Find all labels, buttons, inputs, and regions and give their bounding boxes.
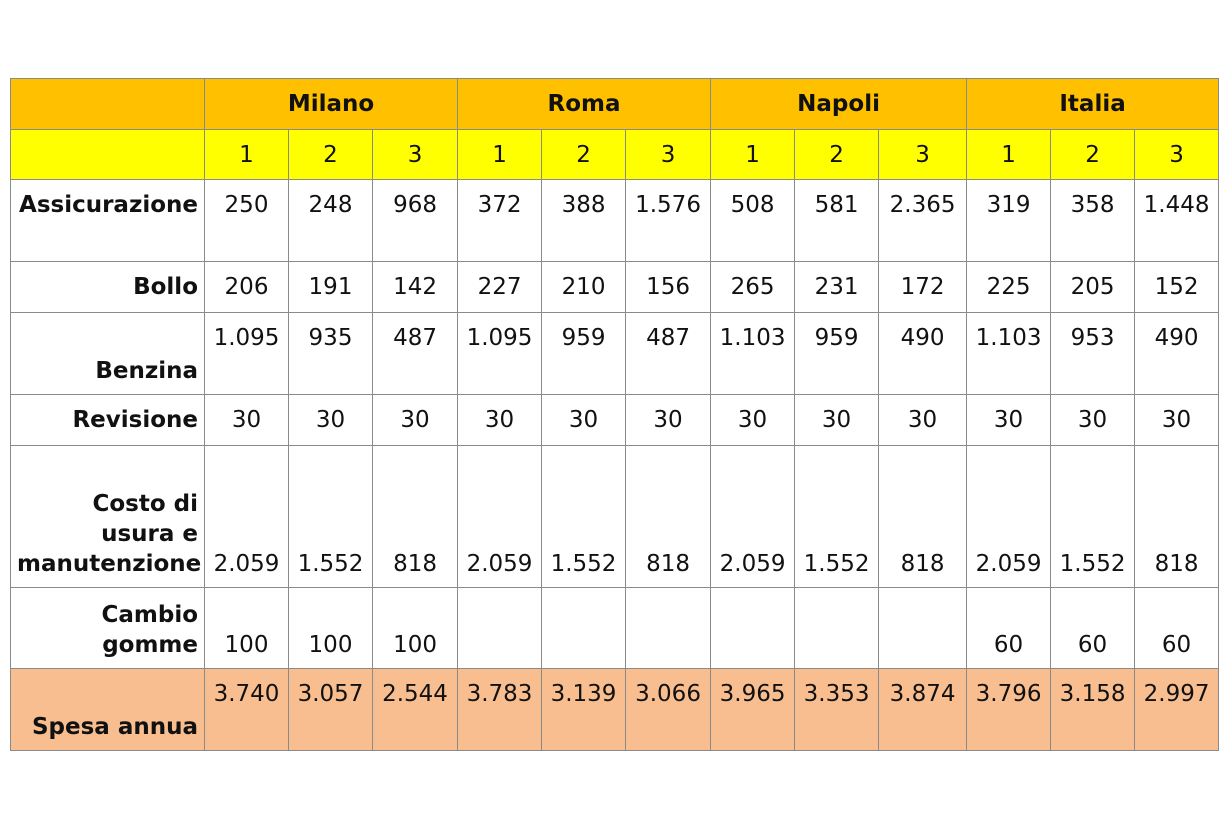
table-row — [11, 262, 1219, 313]
table-cell: 2.365 — [879, 180, 967, 262]
table-cell: 2.059 — [967, 446, 1051, 588]
table-cell: 2.059 — [711, 446, 795, 588]
row-label: Revisione — [11, 395, 205, 446]
table-cell: 818 — [373, 446, 458, 588]
table-cell: 1.552 — [289, 446, 373, 588]
total-row — [11, 669, 1219, 751]
table-cell: 372 — [458, 180, 542, 262]
total-cell: 3.057 — [289, 669, 373, 751]
table-cell: 30 — [458, 395, 542, 446]
table-cell: 358 — [1051, 180, 1135, 262]
sub-header: 1 — [205, 130, 289, 180]
table-cell: 60 — [1135, 588, 1219, 669]
table-cell: 265 — [711, 262, 795, 313]
table-cell: 935 — [289, 313, 373, 395]
table-row — [11, 313, 1219, 395]
table-cell: 227 — [458, 262, 542, 313]
corner-cell — [11, 79, 205, 130]
table-cell: 818 — [879, 446, 967, 588]
sub-header: 3 — [879, 130, 967, 180]
table-cell: 100 — [205, 588, 289, 669]
table-cell: 1.095 — [458, 313, 542, 395]
table-cell: 206 — [205, 262, 289, 313]
sub-header: 2 — [795, 130, 879, 180]
sub-header: 3 — [373, 130, 458, 180]
table-cell: 30 — [1051, 395, 1135, 446]
table-cell: 490 — [1135, 313, 1219, 395]
table-cell: 2.059 — [205, 446, 289, 588]
total-label: Spesa annua — [11, 669, 205, 751]
corner-cell — [11, 130, 205, 180]
table-cell: 172 — [879, 262, 967, 313]
table-cell: 1.552 — [795, 446, 879, 588]
table-cell: 319 — [967, 180, 1051, 262]
table-cell: 30 — [711, 395, 795, 446]
total-cell: 2.544 — [373, 669, 458, 751]
table-cell: 191 — [289, 262, 373, 313]
sub-header: 1 — [711, 130, 795, 180]
table-cell: 581 — [795, 180, 879, 262]
table-cell: 2.059 — [458, 446, 542, 588]
row-label: Cambio gomme — [11, 588, 205, 669]
total-cell: 3.783 — [458, 669, 542, 751]
table-cell — [795, 588, 879, 669]
sub-header: 1 — [967, 130, 1051, 180]
table-cell: 60 — [1051, 588, 1135, 669]
table-cell: 30 — [626, 395, 711, 446]
sub-header: 1 — [458, 130, 542, 180]
total-cell: 3.874 — [879, 669, 967, 751]
city-header: Milano — [205, 79, 458, 130]
table-cell: 60 — [967, 588, 1051, 669]
total-cell: 3.158 — [1051, 669, 1135, 751]
table-cell: 100 — [289, 588, 373, 669]
table-cell: 30 — [542, 395, 626, 446]
total-cell: 3.353 — [795, 669, 879, 751]
table-cell: 30 — [373, 395, 458, 446]
city-header: Roma — [458, 79, 711, 130]
table-cell: 205 — [1051, 262, 1135, 313]
table-cell: 30 — [1135, 395, 1219, 446]
row-label: Benzina — [11, 313, 205, 395]
table-cell: 818 — [626, 446, 711, 588]
table-cell: 100 — [373, 588, 458, 669]
row-label: Bollo — [11, 262, 205, 313]
sub-header: 2 — [542, 130, 626, 180]
table-cell: 30 — [795, 395, 879, 446]
table-cell: 210 — [542, 262, 626, 313]
table-cell: 152 — [1135, 262, 1219, 313]
table-cell: 231 — [795, 262, 879, 313]
table-cell: 388 — [542, 180, 626, 262]
table-cell: 225 — [967, 262, 1051, 313]
city-header: Italia — [967, 79, 1219, 130]
row-label: Costo di usura e manutenzione — [11, 446, 205, 588]
table-cell: 487 — [373, 313, 458, 395]
table-cell: 1.576 — [626, 180, 711, 262]
total-cell: 3.066 — [626, 669, 711, 751]
sub-header: 3 — [1135, 130, 1219, 180]
table-cell: 30 — [205, 395, 289, 446]
table-row — [11, 588, 1219, 669]
table-cell: 250 — [205, 180, 289, 262]
sub-header: 2 — [1051, 130, 1135, 180]
table-cell: 1.552 — [1051, 446, 1135, 588]
table-cell — [458, 588, 542, 669]
sub-header: 2 — [289, 130, 373, 180]
table-cell: 248 — [289, 180, 373, 262]
table-cell — [626, 588, 711, 669]
table-cell: 1.095 — [205, 313, 289, 395]
table-cell — [542, 588, 626, 669]
table-cell: 1.552 — [542, 446, 626, 588]
sub-header-row — [11, 130, 1219, 180]
row-label: Assicurazione — [11, 180, 205, 262]
table-cell: 1.103 — [967, 313, 1051, 395]
table-row — [11, 446, 1219, 588]
total-cell: 3.740 — [205, 669, 289, 751]
city-header: Napoli — [711, 79, 967, 130]
table-cell — [711, 588, 795, 669]
table-cell: 156 — [626, 262, 711, 313]
table-cell — [879, 588, 967, 669]
table-cell: 508 — [711, 180, 795, 262]
total-cell: 2.997 — [1135, 669, 1219, 751]
table-cell: 968 — [373, 180, 458, 262]
total-cell: 3.965 — [711, 669, 795, 751]
total-cell: 3.139 — [542, 669, 626, 751]
table-cell: 959 — [795, 313, 879, 395]
table-cell: 30 — [967, 395, 1051, 446]
table-cell: 487 — [626, 313, 711, 395]
table-cell: 1.448 — [1135, 180, 1219, 262]
table-row — [11, 180, 1219, 262]
total-cell: 3.796 — [967, 669, 1051, 751]
table-cell: 30 — [289, 395, 373, 446]
table-cell: 818 — [1135, 446, 1219, 588]
table-cell: 490 — [879, 313, 967, 395]
table-cell: 1.103 — [711, 313, 795, 395]
table-cell: 142 — [373, 262, 458, 313]
table-cell: 30 — [879, 395, 967, 446]
cost-table — [10, 78, 1219, 751]
city-header-row — [11, 79, 1219, 130]
table-row — [11, 395, 1219, 446]
sub-header: 3 — [626, 130, 711, 180]
table-cell: 959 — [542, 313, 626, 395]
table-cell: 953 — [1051, 313, 1135, 395]
